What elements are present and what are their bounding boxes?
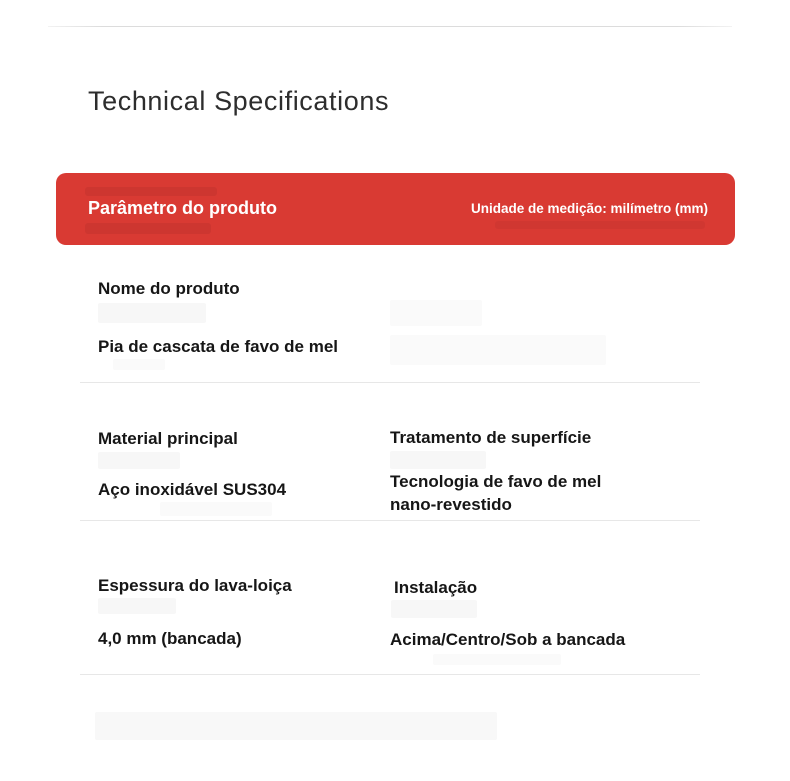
covered-text-artifact xyxy=(495,221,705,229)
covered-text-artifact xyxy=(95,712,497,740)
covered-text-artifact xyxy=(85,187,217,196)
covered-text-artifact xyxy=(98,303,206,323)
spec-label-product-name: Nome do produto xyxy=(98,279,240,298)
header-unit-label: Unidade de medição: milímetro (mm) xyxy=(470,201,708,216)
page-title: Technical Specifications xyxy=(88,86,390,116)
covered-text-artifact xyxy=(390,335,606,365)
spec-value-product-name: Pia de cascata de favo de mel xyxy=(98,337,339,356)
covered-text-artifact xyxy=(160,502,272,516)
spec-table-header xyxy=(56,173,735,245)
spec-label-material: Material principal xyxy=(98,429,238,448)
spec-value-installation: Acima/Centro/Sob a bancada xyxy=(390,630,626,649)
header-title-label: Parâmetro do produto xyxy=(88,198,278,218)
covered-text-artifact xyxy=(98,598,176,614)
covered-text-artifact xyxy=(390,300,482,326)
spec-label-thickness: Espessura do lava-loiça xyxy=(98,576,292,595)
row-divider xyxy=(80,382,700,383)
spec-value-material: Aço inoxidável SUS304 xyxy=(98,480,287,499)
spec-value-thickness: 4,0 mm (bancada) xyxy=(98,629,242,648)
covered-text-artifact xyxy=(433,654,561,665)
row-divider xyxy=(80,674,700,675)
covered-text-artifact xyxy=(390,451,486,469)
spec-label-surface-treatment: Tratamento de superfície xyxy=(390,428,592,447)
row-divider xyxy=(80,520,700,521)
covered-text-artifact xyxy=(85,223,211,234)
covered-text-artifact xyxy=(391,600,477,618)
spec-label-installation: Instalação xyxy=(394,578,478,597)
spec-value-surface-treatment: Tecnologia de favo de mel nano-revestido xyxy=(390,472,602,514)
covered-text-artifact xyxy=(98,452,180,469)
top-divider xyxy=(48,26,732,27)
covered-text-artifact xyxy=(113,359,165,370)
